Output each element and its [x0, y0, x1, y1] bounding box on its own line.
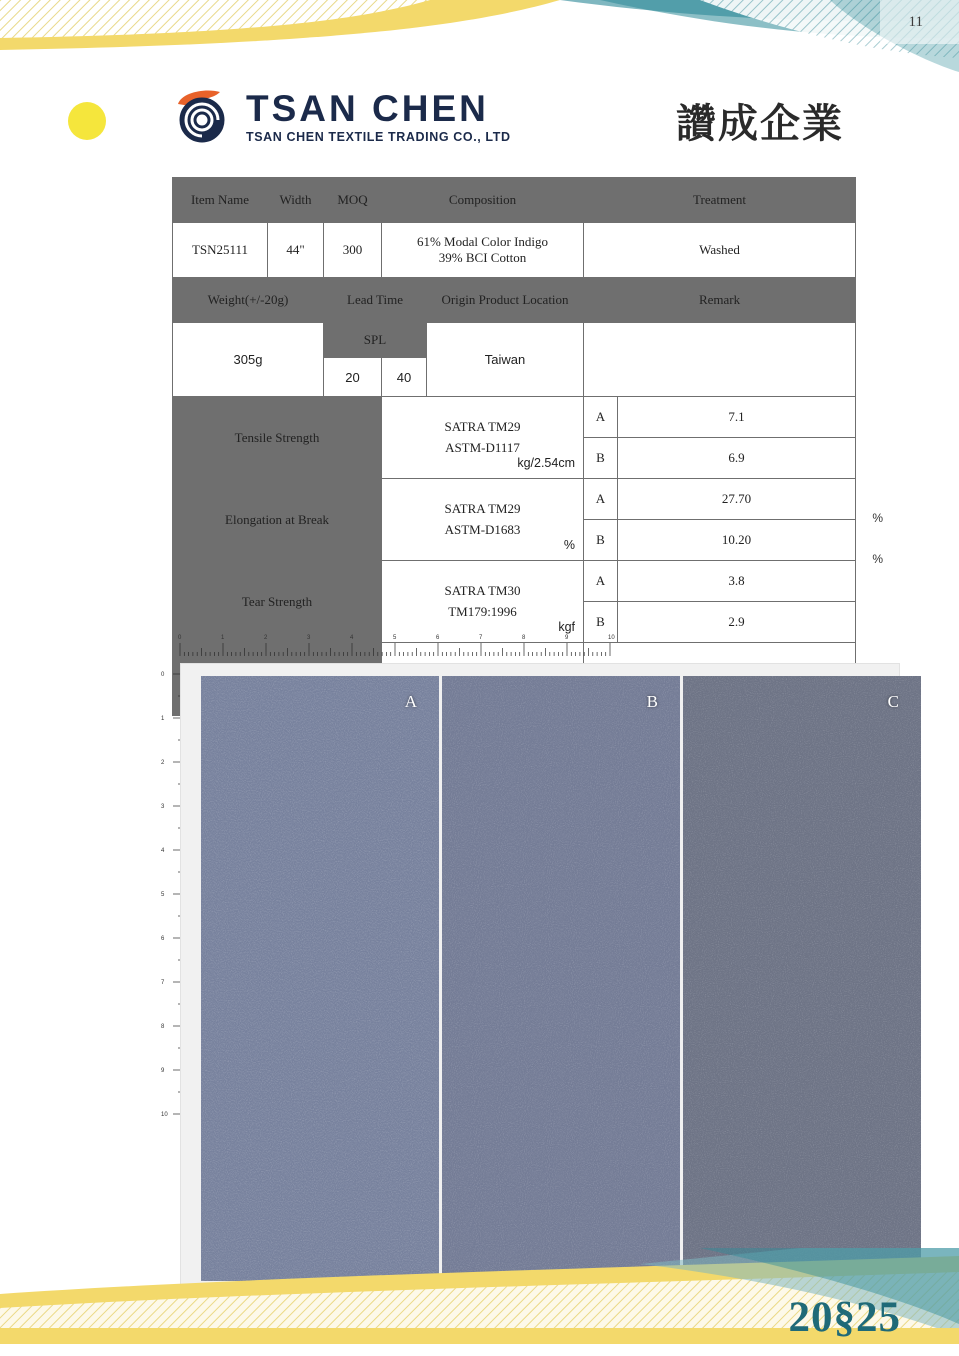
test-name-tear-strength: Tear Strength — [173, 561, 382, 643]
standard-line-1: SATRA TM29 — [444, 419, 521, 435]
svg-text:10: 10 — [608, 635, 615, 641]
footer-year: 20§25 — [788, 1294, 901, 1341]
table-row — [173, 223, 856, 278]
test-standard-tensile — [382, 397, 584, 479]
value-tear-a: 3.8 — [618, 561, 856, 602]
brand-name-chinese: 讚成企業 — [676, 101, 844, 147]
col-header-weight: Weight(+/-20g) — [173, 278, 324, 323]
label-tear-a: A — [584, 561, 618, 602]
col-header-width: Width — [268, 178, 324, 223]
col-header-remark: Remark — [584, 278, 856, 323]
table-row — [173, 323, 856, 358]
value-width: 44" — [268, 223, 324, 278]
svg-text:9: 9 — [565, 635, 569, 641]
col-header-moq: MOQ — [324, 178, 382, 223]
test-standard-elongation — [382, 479, 584, 561]
fabric-photo-frame — [180, 663, 900, 1295]
svg-text:1: 1 — [161, 716, 165, 722]
svg-text:3: 3 — [161, 804, 165, 810]
svg-text:4: 4 — [161, 848, 165, 854]
svg-text:7: 7 — [479, 635, 483, 641]
value-weight: 305g — [173, 323, 324, 397]
label-tensile-b: B — [584, 438, 618, 479]
standard-line-2: TM179:1996 — [448, 603, 517, 619]
svg-text:8: 8 — [161, 1024, 165, 1030]
value-item-name: TSN25111 — [173, 223, 268, 278]
composition-line-1: 61% Modal Color Indigo — [416, 234, 549, 249]
spiral-logo-icon — [172, 88, 234, 146]
suffix-elongation-b: % — [872, 552, 884, 566]
value-moq: 300 — [324, 223, 382, 278]
svg-text:0: 0 — [161, 672, 165, 678]
value-composition — [382, 223, 584, 278]
svg-text:7: 7 — [161, 980, 165, 986]
brand-name: TSAN CHEN — [246, 88, 489, 130]
company-logo — [172, 88, 511, 146]
value-treatment: Washed — [584, 223, 856, 278]
swatch-label-a: A — [404, 692, 417, 711]
fabric-photo-group — [201, 676, 921, 1281]
label-elongation-b: B — [584, 520, 618, 561]
label-elongation-a: A — [584, 479, 618, 520]
value-prdn: 40 — [382, 358, 427, 397]
col-header-lead-time: Lead Time — [324, 278, 427, 323]
standard-line-2: ASTM-D1683 — [444, 521, 521, 537]
composition-line-2: 39% BCI Cotton — [438, 250, 527, 265]
decorative-yellow-dot — [68, 102, 106, 140]
standard-line-1: SATRA TM30 — [444, 583, 521, 599]
horizontal-ruler — [172, 630, 622, 658]
svg-text:10: 10 — [161, 1112, 168, 1118]
test-name-elongation-at-break: Elongation at Break — [173, 479, 382, 561]
test-name-tensile-strength: Tensile Strength — [173, 397, 382, 479]
svg-text:2: 2 — [161, 760, 165, 766]
col-header-treatment: Treatment — [584, 178, 856, 223]
table-row — [173, 397, 856, 438]
svg-text:8: 8 — [522, 635, 526, 641]
label-tensile-a: A — [584, 397, 618, 438]
svg-text:1: 1 — [221, 635, 225, 641]
value-elongation-a — [618, 479, 884, 525]
standard-line-2: ASTM-D1117 — [445, 439, 520, 455]
svg-text:6: 6 — [161, 936, 165, 942]
value-tensile-b: 6.9 — [618, 438, 856, 479]
page-number: 11 — [908, 14, 923, 30]
value-tear-b: 2.9 — [618, 602, 856, 643]
svg-text:5: 5 — [393, 635, 397, 641]
svg-text:5: 5 — [161, 892, 165, 898]
decorative-top-band — [0, 0, 959, 72]
value-spl: 20 — [324, 358, 382, 397]
standard-line-1: SATRA TM29 — [444, 501, 521, 517]
svg-text:4: 4 — [350, 635, 354, 641]
table-row — [173, 178, 856, 223]
value-elongation-b — [618, 520, 884, 566]
svg-text:6: 6 — [436, 635, 440, 641]
col-header-composition: Composition — [382, 178, 584, 223]
svg-text:3: 3 — [307, 635, 311, 641]
label-tear-b: B — [584, 602, 618, 643]
svg-text:0: 0 — [178, 635, 182, 641]
value-text: 27.70 — [721, 491, 752, 506]
table-row — [173, 561, 856, 602]
col-header-item-name: Item Name — [173, 178, 268, 223]
fabric-swatch-c[interactable] — [683, 676, 921, 1281]
swatch-label-c: C — [887, 692, 899, 711]
svg-text:9: 9 — [161, 1068, 165, 1074]
table-row — [173, 479, 856, 520]
value-tensile-a: 7.1 — [618, 397, 856, 438]
table-row — [173, 278, 856, 323]
fabric-swatch-area — [160, 630, 900, 1290]
unit-elongation: % — [563, 537, 575, 552]
brand-subtitle: TSAN CHEN TEXTILE TRADING CO., LTD — [246, 130, 511, 145]
value-text: 10.20 — [721, 532, 752, 547]
svg-text:2: 2 — [264, 635, 268, 641]
fabric-swatch-b[interactable] — [442, 676, 680, 1281]
col-header-origin: Origin Product Location — [427, 278, 584, 323]
fabric-swatch-a[interactable] — [201, 676, 439, 1281]
unit-tear: kgf — [558, 619, 575, 634]
value-remark — [584, 323, 856, 397]
suffix-elongation-a: % — [872, 511, 884, 525]
swatch-label-b: B — [646, 692, 658, 711]
sub-header-spl: SPL — [324, 323, 427, 358]
value-origin: Taiwan — [427, 323, 584, 397]
unit-tensile: kg/2.54cm — [517, 455, 575, 470]
